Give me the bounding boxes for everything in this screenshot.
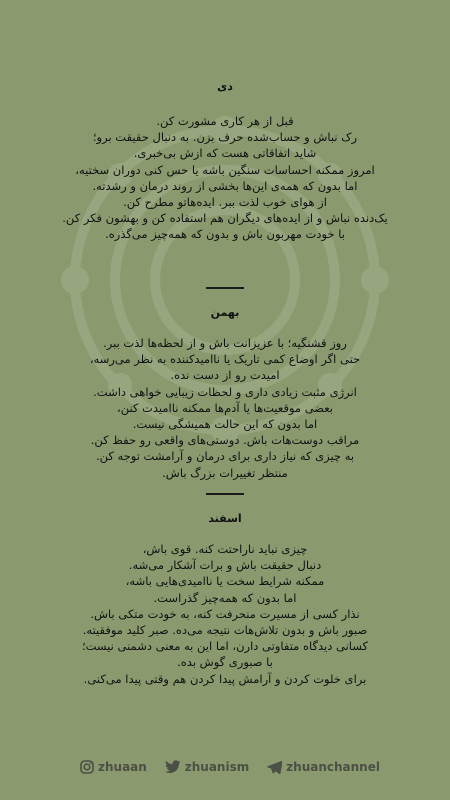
text-line: رک نباش و حساب‌شده حرف بزن. به دنبال حقیقت برو؛ — [92, 130, 358, 145]
text-line: از هوای خوب لذت ببر. ایده‌هاتو مطرح کن. — [123, 195, 327, 210]
text-line: ممکنه شرایط سخت یا ناامیدی‌هایی باشه، — [125, 574, 325, 589]
text-line: حتی اگر اوضاع کمی تاریک یا ناامیدکننده به نظر می‌رسه، — [89, 352, 361, 367]
text-line: قبل از هر کاری مشورت کن. — [156, 114, 294, 128]
text-line: با صبوری گوش بده. — [177, 655, 273, 670]
text-line: امروز ممکنه احساسات سنگین باشه یا حس کنی دوران سختیه، — [75, 162, 375, 177]
text-line: اما بدون که این حالت همیشگی نیست. — [132, 417, 318, 432]
section-divider — [206, 287, 244, 289]
text-line: به چیزی که نیاز داری برای درمان و آرامشت توجه کن. — [95, 449, 355, 464]
text-line: صبور باش و بدون تلاش‌هات نتیجه می‌ده. صبر کلید موفقیته. — [82, 623, 368, 638]
twitter-icon — [165, 760, 181, 774]
twitter-handle[interactable] — [165, 760, 249, 774]
text-line: یک‌دنده نباش و از ایده‌های دیگران هم استفاده کن و بهشون فکر کن. — [62, 211, 388, 226]
telegram-handle[interactable] — [267, 760, 380, 774]
text-line: اما بدون که همه‌چیز گذراست. — [153, 590, 297, 605]
text-line: کسانی دیدگاه متفاوتی دارن، اما این به معنی دشمنی نیست؛ — [81, 639, 369, 654]
section-esfand — [20, 512, 430, 687]
text-line: بعضی موقعیت‌ها یا آدم‌ها ممکنه ناامیدت کنن، — [116, 400, 334, 415]
text-line: روز قشنگیه؛ با عزیزانت باش و از لحظه‌ها لذت ببر. — [103, 336, 347, 350]
section-bahman — [20, 306, 430, 481]
text-line: شاید اتفاقاتی هست که ازش بی‌خبری. — [133, 146, 317, 161]
text-line: چیزی نباید ناراحتت کنه. قوی باش، — [142, 542, 308, 556]
instagram-username: zhuaan — [98, 760, 147, 774]
text-line: مراقب دوست‌هات باش. دوستی‌های واقعی رو حفظ کن. — [90, 433, 360, 448]
section-dey — [20, 80, 430, 243]
text-line: اما بدون که همه‌ی این‌ها بخشی از روند درمان و رشدته. — [92, 178, 358, 193]
instagram-icon — [80, 760, 94, 774]
section-title: اسفند — [208, 512, 242, 525]
text-line: منتظر تغییرات بزرگ باش. — [162, 465, 288, 480]
text-line: امیدت رو از دست نده. — [170, 368, 280, 383]
twitter-username: zhuanism — [184, 760, 250, 774]
instagram-handle[interactable] — [80, 760, 147, 774]
text-line: با خودت مهربون باش و بدون که همه‌چیز می‌گذره. — [105, 227, 345, 242]
social-footer — [80, 756, 380, 778]
text-line: انرژی مثبت زیادی داری و لحظات زیبایی خواهی داشت. — [93, 384, 357, 399]
text-line: نذار کسی از مسیرت منحرفت کنه، به خودت متکی باش. — [90, 606, 360, 621]
telegram-icon — [267, 760, 282, 774]
section-divider — [206, 493, 244, 495]
section-title: دی — [217, 80, 233, 93]
telegram-username: zhuanchannel — [286, 760, 380, 774]
text-line: دنبال حقیقت باش و برات آشکار می‌شه. — [128, 558, 322, 573]
text-line: برای خلوت کردن و آرامش پیدا کردن هم وقتی پیدا می‌کنی. — [83, 671, 367, 686]
section-title: بهمن — [210, 306, 240, 319]
